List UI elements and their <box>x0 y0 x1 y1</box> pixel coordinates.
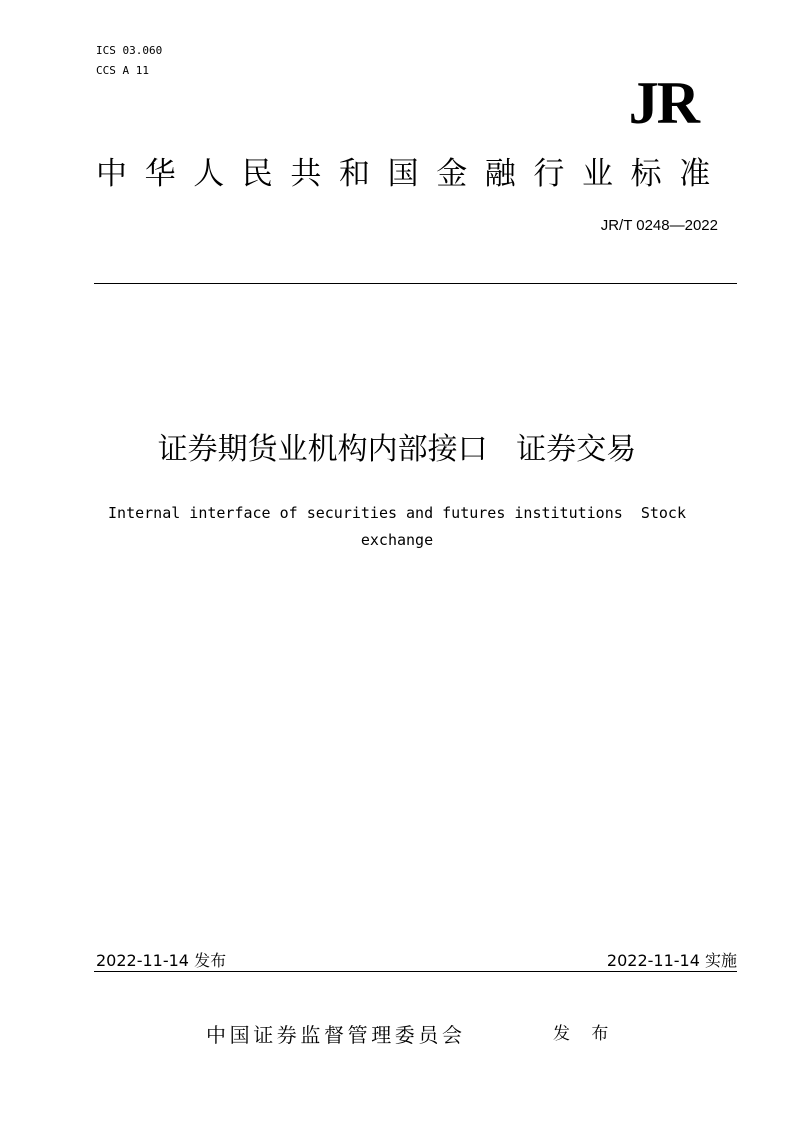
implement-date: 2022-11-14 实施 <box>606 951 737 970</box>
publish-label: 发 布 <box>553 1024 617 1044</box>
standard-code: JR/T 0248—2022 <box>600 217 718 234</box>
document-title-cn: 证券期货业机构内部接口 证券交易 <box>157 432 637 467</box>
ics-code: ICS 03.060 <box>96 44 163 57</box>
document-title-en: Internal interface of securities and futures institutions Stock exchange <box>108 504 696 549</box>
header-divider <box>94 283 737 284</box>
footer-divider <box>94 971 737 972</box>
standard-title: 中华人民共和国金融行业标准 <box>96 156 728 192</box>
ccs-code: CCS A 11 <box>96 64 149 77</box>
publish-date: 2022-11-14 发布 <box>96 951 227 970</box>
classification-codes <box>96 41 162 81</box>
jr-logo: JR <box>628 70 698 136</box>
publisher-name: 中国证券监督管理委员会 <box>206 1023 466 1047</box>
